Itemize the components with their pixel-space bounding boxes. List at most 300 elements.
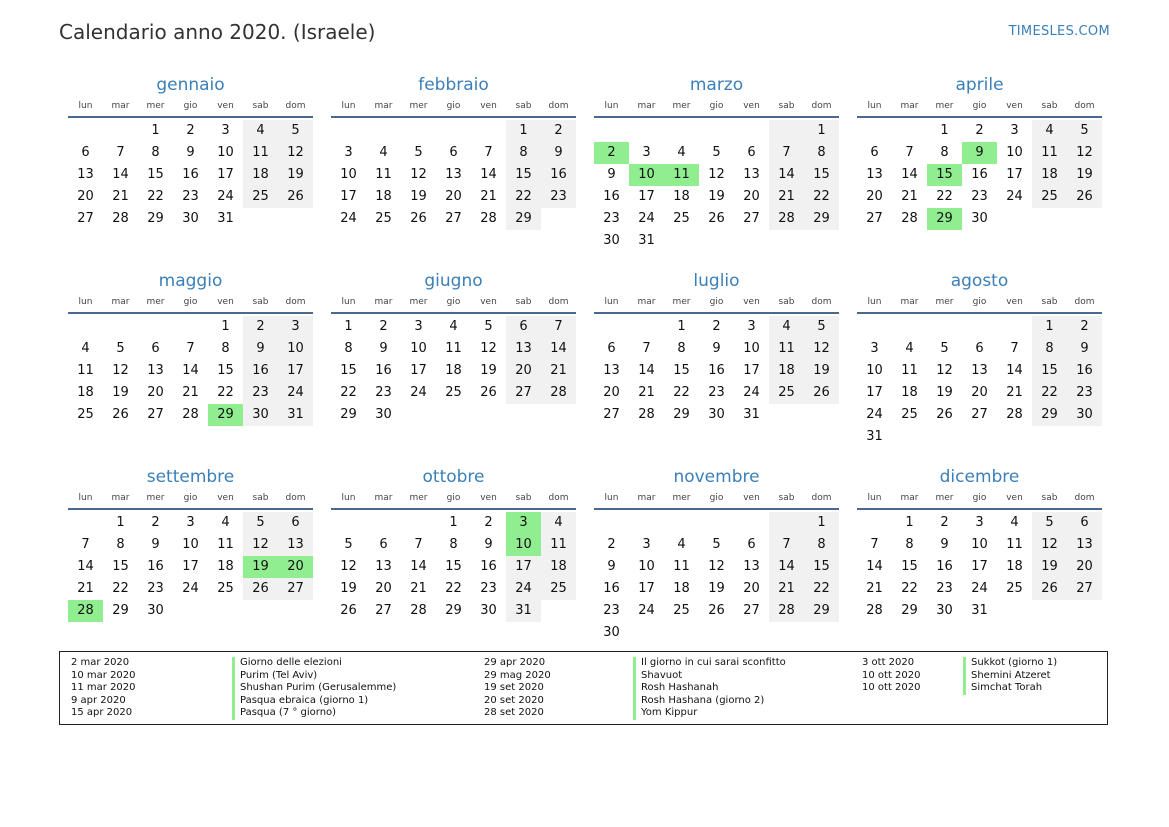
month-name: dicembre	[939, 467, 1020, 487]
day-cell: 1	[116, 515, 125, 530]
day-cell: 5	[1067, 120, 1102, 142]
day-cell: 20	[77, 189, 94, 204]
day-cell: 25	[243, 186, 278, 208]
weekday-header	[68, 488, 313, 510]
day-cell: 23	[708, 385, 725, 400]
day-cell: 1	[506, 120, 541, 142]
weekday-label: lun	[604, 493, 619, 503]
day-cell: 12	[278, 142, 313, 164]
day-cell: 29	[340, 407, 357, 422]
day-cell: 28	[541, 382, 576, 404]
weekday-label: mer	[409, 101, 428, 111]
weekday-label: ven	[480, 101, 497, 111]
weekday-label: mer	[146, 101, 165, 111]
weekday-label: gio	[183, 493, 198, 503]
day-cell: 19	[804, 360, 839, 382]
day-cell: 23	[603, 211, 620, 226]
month-gennaio	[68, 74, 313, 270]
day-cell: 22	[506, 186, 541, 208]
day-empty	[629, 512, 664, 534]
weekday-header	[331, 292, 576, 314]
day-cell: 1	[449, 515, 458, 530]
day-cell: 27	[375, 603, 392, 618]
day-cell: 7	[81, 537, 90, 552]
day-cell: 9	[484, 537, 493, 552]
day-cell: 23	[182, 189, 199, 204]
day-cell: 29	[673, 407, 690, 422]
day-cell: 30	[603, 625, 620, 640]
day-cell: 29	[147, 211, 164, 226]
day-cell: 30	[480, 603, 497, 618]
month-settembre	[68, 466, 313, 662]
month-novembre	[594, 466, 839, 662]
day-cell: 4	[449, 319, 458, 334]
day-cell: 30	[708, 407, 725, 422]
month-luglio	[594, 270, 839, 466]
day-cell: 25	[673, 211, 690, 226]
weekday-header	[857, 96, 1102, 118]
legend-date: 2 mar 2020	[71, 657, 130, 668]
day-cell: 13	[445, 167, 462, 182]
day-cell: 21	[77, 581, 94, 596]
day-grid	[594, 120, 839, 252]
legend-date: 28 set 2020	[484, 707, 544, 719]
day-cell: 4	[769, 316, 804, 338]
day-cell: 28	[112, 211, 129, 226]
weekday-header	[68, 292, 313, 314]
weekday-label: lun	[341, 101, 356, 111]
day-cell: 16	[1067, 360, 1102, 382]
day-cell: 26	[936, 407, 953, 422]
weekday-header	[594, 96, 839, 118]
day-cell: 9	[379, 341, 388, 356]
legend-holiday-name: Shavuot	[633, 670, 786, 683]
day-empty	[68, 120, 103, 142]
month-febbraio	[331, 74, 576, 270]
day-cell: 19	[936, 385, 953, 400]
day-cell: 19	[340, 581, 357, 596]
day-cell: 14	[866, 559, 883, 574]
day-cell: 12	[112, 363, 129, 378]
day-grid	[857, 316, 1102, 448]
day-cell: 22	[673, 385, 690, 400]
day-cell: 26	[708, 603, 725, 618]
holiday-day: 19	[243, 556, 278, 578]
day-cell: 8	[940, 145, 949, 160]
day-empty	[734, 512, 769, 534]
day-cell: 20	[743, 581, 760, 596]
day-cell: 20	[603, 385, 620, 400]
day-cell: 27	[603, 407, 620, 422]
day-cell: 17	[182, 559, 199, 574]
day-cell: 26	[1032, 578, 1067, 600]
day-cell: 25	[673, 603, 690, 618]
weekday-label: mar	[637, 101, 656, 111]
day-empty	[699, 120, 734, 142]
day-cell: 23	[1067, 382, 1102, 404]
day-cell: 25	[77, 407, 94, 422]
day-empty	[962, 316, 997, 338]
day-cell: 20	[506, 360, 541, 382]
month-name: ottobre	[422, 467, 485, 487]
day-cell: 5	[804, 316, 839, 338]
months-grid	[68, 74, 1102, 662]
day-cell: 3	[870, 341, 879, 356]
day-cell: 27	[971, 407, 988, 422]
weekday-label: ven	[480, 493, 497, 503]
weekday-label: dom	[548, 493, 569, 503]
day-cell: 9	[712, 341, 721, 356]
day-cell: 10	[278, 338, 313, 360]
day-cell: 6	[870, 145, 879, 160]
day-cell: 3	[1010, 123, 1019, 138]
day-cell: 20	[1067, 556, 1102, 578]
day-cell: 5	[243, 512, 278, 534]
legend-dates	[484, 657, 551, 720]
weekday-label: lun	[867, 493, 882, 503]
holiday-day: 2	[594, 142, 629, 164]
day-cell: 18	[541, 556, 576, 578]
day-cell: 17	[743, 363, 760, 378]
day-cell: 11	[673, 559, 690, 574]
day-cell: 3	[344, 145, 353, 160]
month-agosto	[857, 270, 1102, 466]
day-empty	[769, 120, 804, 142]
day-cell: 15	[217, 363, 234, 378]
day-cell: 5	[414, 145, 423, 160]
weekday-label: dom	[285, 101, 306, 111]
weekday-label: lun	[867, 101, 882, 111]
weekday-label: mar	[111, 493, 130, 503]
legend-holiday-name: Yom Kippur	[633, 707, 786, 720]
day-cell: 31	[506, 600, 541, 622]
day-cell: 26	[278, 186, 313, 208]
month-maggio	[68, 270, 313, 466]
weekday-label: ven	[480, 297, 497, 307]
day-cell: 27	[445, 211, 462, 226]
legend-date: 20 set 2020	[484, 694, 544, 706]
holiday-day: 15	[927, 164, 962, 186]
weekday-label: dom	[811, 493, 832, 503]
day-cell: 15	[804, 164, 839, 186]
weekday-header	[331, 488, 576, 510]
day-cell: 1	[221, 319, 230, 334]
day-cell: 15	[1032, 360, 1067, 382]
weekday-label: gio	[183, 297, 198, 307]
day-cell: 12	[708, 559, 725, 574]
day-cell: 7	[186, 341, 195, 356]
holiday-day: 10	[506, 534, 541, 556]
day-cell: 1	[804, 512, 839, 534]
day-cell: 18	[901, 385, 918, 400]
day-cell: 21	[480, 189, 497, 204]
legend-date: 10 ott 2020	[862, 682, 921, 694]
day-cell: 21	[182, 385, 199, 400]
day-cell: 16	[182, 167, 199, 182]
day-cell: 5	[1032, 512, 1067, 534]
day-cell: 3	[221, 123, 230, 138]
legend-holiday-name: Rosh Hashanah	[633, 682, 786, 695]
day-cell: 21	[541, 360, 576, 382]
day-cell: 30	[243, 404, 278, 426]
day-cell: 23	[375, 385, 392, 400]
day-cell: 4	[677, 537, 686, 552]
day-grid	[331, 512, 576, 622]
day-empty	[857, 512, 892, 534]
day-cell: 27	[1067, 578, 1102, 600]
day-cell: 15	[340, 363, 357, 378]
day-cell: 30	[147, 603, 164, 618]
day-cell: 14	[901, 167, 918, 182]
day-cell: 17	[866, 385, 883, 400]
day-cell: 4	[81, 341, 90, 356]
day-cell: 6	[379, 537, 388, 552]
weekday-label: ven	[743, 101, 760, 111]
day-cell: 4	[379, 145, 388, 160]
day-cell: 8	[1032, 338, 1067, 360]
day-cell: 6	[747, 145, 756, 160]
day-cell: 8	[221, 341, 230, 356]
day-cell: 7	[484, 145, 493, 160]
day-empty	[471, 120, 506, 142]
day-cell: 25	[217, 581, 234, 596]
day-cell: 8	[506, 142, 541, 164]
day-grid	[857, 512, 1102, 622]
weekday-label: lun	[78, 493, 93, 503]
day-cell: 4	[905, 341, 914, 356]
day-cell: 11	[375, 167, 392, 182]
day-cell: 5	[712, 537, 721, 552]
day-cell: 22	[340, 385, 357, 400]
weekday-header	[594, 292, 839, 314]
day-empty	[366, 120, 401, 142]
day-cell: 1	[804, 120, 839, 142]
month-giugno	[331, 270, 576, 466]
day-cell: 11	[243, 142, 278, 164]
day-cell: 18	[77, 385, 94, 400]
day-cell: 2	[1067, 316, 1102, 338]
legend-date: 10 ott 2020	[862, 669, 921, 681]
weekday-label: gio	[972, 101, 987, 111]
weekday-label: mer	[935, 493, 954, 503]
holiday-day: 9	[962, 142, 997, 164]
day-grid	[68, 512, 313, 622]
weekday-header	[68, 96, 313, 118]
day-empty	[436, 120, 471, 142]
day-cell: 7	[1010, 341, 1019, 356]
day-cell: 23	[243, 382, 278, 404]
day-cell: 28	[1006, 407, 1023, 422]
day-cell: 17	[638, 189, 655, 204]
day-cell: 26	[112, 407, 129, 422]
day-cell: 20	[147, 385, 164, 400]
day-cell: 30	[971, 211, 988, 226]
day-cell: 13	[278, 534, 313, 556]
day-cell: 9	[607, 167, 616, 182]
day-cell: 7	[870, 537, 879, 552]
day-cell: 24	[340, 211, 357, 226]
day-cell: 4	[677, 145, 686, 160]
day-cell: 9	[541, 142, 576, 164]
day-cell: 25	[541, 578, 576, 600]
day-empty	[103, 120, 138, 142]
day-cell: 16	[971, 167, 988, 182]
legend-holiday-name: Rosh Hashana (giorno 2)	[633, 695, 786, 708]
day-cell: 23	[971, 189, 988, 204]
day-cell: 28	[410, 603, 427, 618]
weekday-label: dom	[811, 297, 832, 307]
legend-holiday-name: Sukkot (giorno 1)	[963, 657, 1057, 670]
day-cell: 10	[182, 537, 199, 552]
legend-holiday-name: Pasqua ebraica (giorno 1)	[232, 695, 396, 708]
month-name: novembre	[673, 467, 760, 487]
day-cell: 22	[1032, 382, 1067, 404]
day-cell: 13	[743, 559, 760, 574]
weekday-label: mer	[672, 493, 691, 503]
holiday-day: 29	[208, 404, 243, 426]
day-empty	[401, 120, 436, 142]
day-cell: 15	[901, 559, 918, 574]
day-empty	[927, 316, 962, 338]
day-cell: 2	[186, 123, 195, 138]
weekday-label: mar	[900, 493, 919, 503]
month-name: maggio	[158, 271, 223, 291]
weekday-label: gio	[446, 493, 461, 503]
day-cell: 22	[112, 581, 129, 596]
weekday-label: lun	[341, 493, 356, 503]
day-grid	[594, 512, 839, 644]
day-empty	[629, 316, 664, 338]
weekday-label: mar	[900, 297, 919, 307]
day-cell: 11	[769, 338, 804, 360]
day-cell: 3	[642, 537, 651, 552]
day-cell: 8	[804, 142, 839, 164]
month-dicembre	[857, 466, 1102, 662]
day-empty	[366, 512, 401, 534]
day-cell: 5	[940, 341, 949, 356]
day-cell: 1	[151, 123, 160, 138]
day-cell: 31	[278, 404, 313, 426]
day-cell: 28	[866, 603, 883, 618]
day-cell: 16	[603, 189, 620, 204]
weekday-label: sab	[778, 297, 795, 307]
weekday-label: dom	[811, 101, 832, 111]
day-cell: 23	[480, 581, 497, 596]
day-cell: 19	[112, 385, 129, 400]
weekday-label: lun	[604, 297, 619, 307]
day-cell: 16	[480, 559, 497, 574]
day-cell: 27	[866, 211, 883, 226]
day-empty	[997, 316, 1032, 338]
legend-date: 3 ott 2020	[862, 657, 915, 668]
day-cell: 30	[375, 407, 392, 422]
day-empty	[594, 316, 629, 338]
weekday-label: sab	[252, 493, 269, 503]
day-empty	[594, 512, 629, 534]
holiday-day: 10	[629, 164, 664, 186]
day-cell: 28	[769, 600, 804, 622]
day-cell: 17	[971, 559, 988, 574]
day-cell: 10	[743, 341, 760, 356]
day-cell: 4	[221, 515, 230, 530]
legend-holiday-name: Il giorno in cui sarai sconfitto	[633, 657, 786, 670]
legend-holiday-name: Pasqua (7 ° giorno)	[232, 707, 396, 720]
day-empty	[68, 512, 103, 534]
day-cell: 13	[77, 167, 94, 182]
day-cell: 4	[1032, 120, 1067, 142]
day-cell: 9	[940, 537, 949, 552]
day-empty	[138, 316, 173, 338]
weekday-header	[594, 488, 839, 510]
day-cell: 16	[603, 581, 620, 596]
day-cell: 12	[936, 363, 953, 378]
day-cell: 18	[1006, 559, 1023, 574]
month-name: febbraio	[418, 75, 489, 95]
day-cell: 7	[905, 145, 914, 160]
day-cell: 21	[410, 581, 427, 596]
day-cell: 11	[1006, 537, 1023, 552]
day-cell: 1	[940, 123, 949, 138]
day-cell: 20	[971, 385, 988, 400]
holiday-day: 29	[927, 208, 962, 230]
day-cell: 2	[151, 515, 160, 530]
day-cell: 7	[116, 145, 125, 160]
day-cell: 30	[936, 603, 953, 618]
site-link[interactable]: TIMESLES.COM	[1008, 24, 1110, 39]
day-cell: 26	[480, 385, 497, 400]
day-cell: 24	[638, 603, 655, 618]
day-cell: 27	[278, 578, 313, 600]
weekday-label: lun	[604, 101, 619, 111]
day-cell: 22	[217, 385, 234, 400]
day-cell: 21	[1006, 385, 1023, 400]
day-cell: 13	[506, 338, 541, 360]
month-ottobre	[331, 466, 576, 662]
legend-holiday-name: Shushan Purim (Gerusalemme)	[232, 682, 396, 695]
day-cell: 21	[866, 581, 883, 596]
day-cell: 20	[445, 189, 462, 204]
weekday-label: dom	[548, 101, 569, 111]
day-cell: 10	[410, 341, 427, 356]
legend-date: 19 set 2020	[484, 682, 544, 694]
day-cell: 26	[243, 578, 278, 600]
day-cell: 24	[866, 407, 883, 422]
day-cell: 9	[607, 559, 616, 574]
day-cell: 27	[147, 407, 164, 422]
day-cell: 17	[217, 167, 234, 182]
day-cell: 22	[901, 581, 918, 596]
day-cell: 21	[901, 189, 918, 204]
legend-date: 11 mar 2020	[71, 682, 136, 694]
day-cell: 6	[449, 145, 458, 160]
legend-dates	[862, 657, 921, 695]
day-cell: 17	[410, 363, 427, 378]
day-cell: 21	[769, 578, 804, 600]
day-cell: 3	[747, 319, 756, 334]
day-cell: 18	[217, 559, 234, 574]
day-cell: 2	[243, 316, 278, 338]
day-cell: 12	[804, 338, 839, 360]
day-cell: 19	[1067, 164, 1102, 186]
legend-names	[633, 657, 786, 720]
day-cell: 13	[603, 363, 620, 378]
weekday-label: dom	[548, 297, 569, 307]
weekday-label: mer	[409, 297, 428, 307]
day-cell: 29	[901, 603, 918, 618]
day-cell: 12	[410, 167, 427, 182]
legend-names	[232, 657, 396, 720]
weekday-header	[857, 292, 1102, 314]
